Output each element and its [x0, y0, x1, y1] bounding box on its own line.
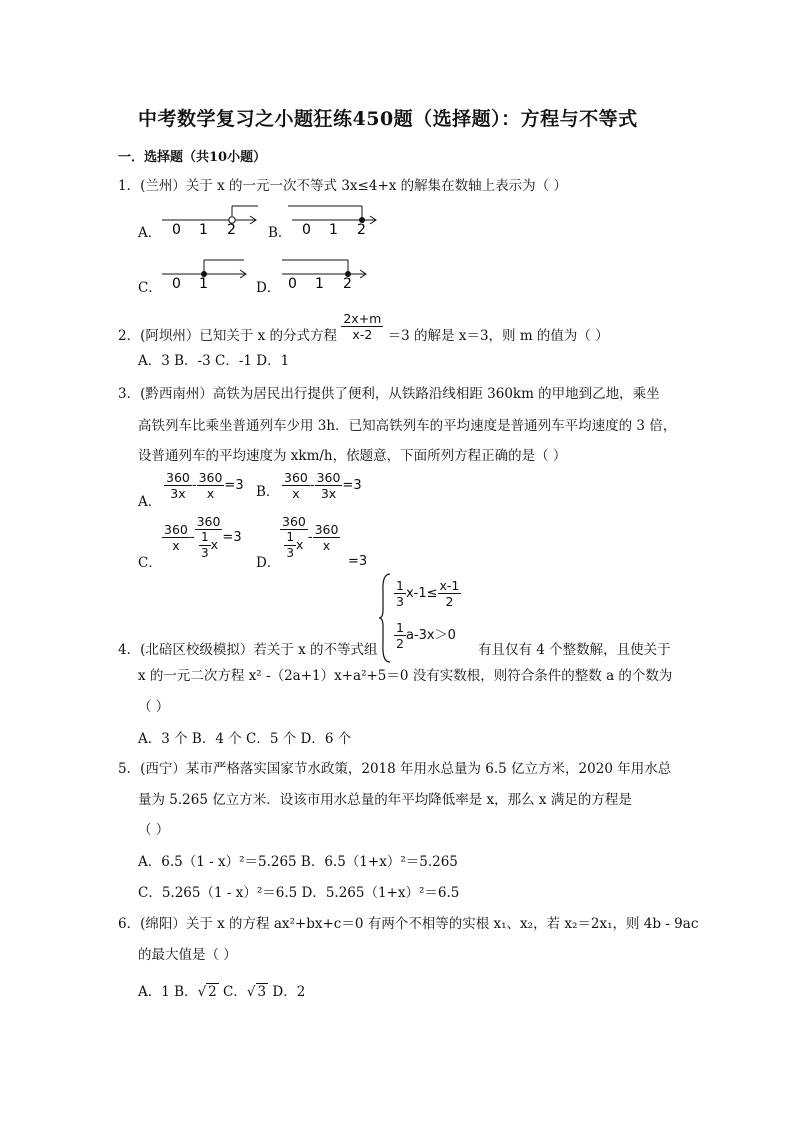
tick-label: 2 — [357, 222, 366, 238]
q2-options[interactable]: A．3 B．-3 C．-1 D．1 — [138, 353, 290, 369]
tick-label: 0 — [172, 276, 181, 292]
tick-label: 1 — [199, 222, 208, 238]
tick-label: 2 — [343, 276, 352, 292]
q3-option-c-label: C． — [138, 555, 162, 571]
q5-line3: （ ） — [138, 822, 170, 838]
q3-option-d-eq: =3 — [348, 554, 368, 569]
q3-option-b-label: B． — [256, 484, 280, 500]
q3-option-b-formula[interactable]: $\frac{360}{x}$ - $\frac{360}{3x}$ =3 — [284, 470, 362, 501]
q4-options[interactable]: A．3 个 B．4 个 C．5 个 D．6 个 — [138, 731, 352, 747]
q6-line2: 的最大值是（ ） — [138, 947, 237, 963]
q5-line2: 量为 5.265 亿立方米．设该市用水总量的年平均降低率是 x，那么 x 满足的方程是 — [138, 792, 632, 808]
system-brace-icon — [378, 572, 392, 664]
q1-option-d-label: D． — [256, 280, 281, 296]
q1-option-a-label: A． — [138, 225, 162, 241]
q1-option-a-numberline[interactable] — [158, 198, 263, 240]
page-title: 中考数学复习之小题狂练450题（选择题）：方程与不等式 — [138, 108, 638, 130]
q3-option-d-formula[interactable]: 360 $\frac{1}{3}$ x - $\frac{360}{x}$ — [282, 514, 339, 560]
q3-line2: 高铁列车比乘坐普通列车少用 3h．已知高铁列车的平均速度是普通列车平均速度的 3 倍， — [138, 418, 677, 434]
q1-option-d-numberline[interactable] — [278, 252, 373, 294]
q2-stem: 2．(阿坝州）已知关于 x 的分式方程 $\frac{2x+m}{x-2}$ ＝3 的解是 x＝3，则 m 的值为（ ） — [118, 311, 609, 344]
tick-label: 0 — [172, 222, 181, 238]
q4-system-line2: $\frac{1}{2}$ a-3x＞0 — [396, 620, 456, 651]
tick-label: 1 — [329, 222, 338, 238]
q1-option-c-label: C． — [138, 280, 162, 296]
q4-line2: x 的一元二次方程 x² -（2a+1）x+a²+5＝0 没有实数根，则符合条件的整数 a 的个数为 — [138, 668, 673, 684]
section-heading: 一．选择题（共10小题） — [118, 150, 267, 165]
tick-label: 2 — [227, 222, 236, 238]
q3-line3: 设普通列车的平均速度为 xkm/h，依题意，下面所列方程正确的是（ ） — [138, 448, 567, 464]
q4-system-line1: $\frac{1}{3}$ x-1≤ $\frac{x-1}{2}$ — [396, 578, 460, 609]
tick-label: 1 — [199, 276, 208, 292]
q4-stem-pre: 4．(北碚区校级模拟）若关于 x 的不等式组 — [118, 642, 378, 658]
q1-option-b-numberline[interactable] — [288, 198, 383, 240]
q4-stem-post: 有且仅有 4 个整数解，且使关于 — [478, 642, 671, 658]
q3-option-a-formula[interactable]: $\frac{360}{3x}$ - $\frac{360}{x}$ =3 — [166, 470, 244, 501]
q4-line3: （ ） — [138, 699, 170, 715]
tick-label: 0 — [302, 222, 311, 238]
q1-option-c-numberline[interactable] — [158, 252, 253, 294]
tick-label: 1 — [315, 276, 324, 292]
q6-options[interactable]: A．1 B．√ 2 C．√ 3 D．2 — [138, 984, 306, 1000]
tick-label: 0 — [288, 276, 297, 292]
q3-option-d-label: D． — [256, 555, 281, 571]
sqrt-icon: √ 2 — [197, 984, 217, 1000]
q3-option-c-formula[interactable]: $\frac{360}{x}$ - 360 $\frac{1}{3}$ x =3 — [164, 514, 242, 560]
q1-option-b-label: B． — [268, 225, 292, 241]
q3-line1: 3．(黔西南州）高铁为居民出行提供了便利，从铁路沿线相距 360km 的甲地到乙地，乘坐 — [118, 386, 660, 402]
q3-option-a-label: A． — [138, 494, 162, 510]
q5-line1: 5．(西宁）某市严格落实国家节水政策，2018 年用水总量为 6.5 亿立方米，2020 年用水总 — [118, 761, 672, 777]
q6-line1: 6．(绵阳）关于 x 的方程 ax²+bx+c＝0 有两个不相等的实根 x₁、x₂，若 x₂＝2x₁，则 4b - 9ac — [118, 916, 699, 932]
q5-options-cd[interactable]: C．5.265（1 - x）²＝6.5 D．5.265（1+x）²＝6.5 — [138, 885, 460, 901]
q1-stem: 1．(兰州）关于 x 的一元一次不等式 3x≤4+x 的解集在数轴上表示为（ ） — [118, 178, 567, 194]
q5-options-ab[interactable]: A．6.5（1 - x）²＝5.265 B．6.5（1+x）²＝5.265 — [138, 854, 458, 870]
sqrt-icon: √ 3 — [246, 984, 267, 1000]
